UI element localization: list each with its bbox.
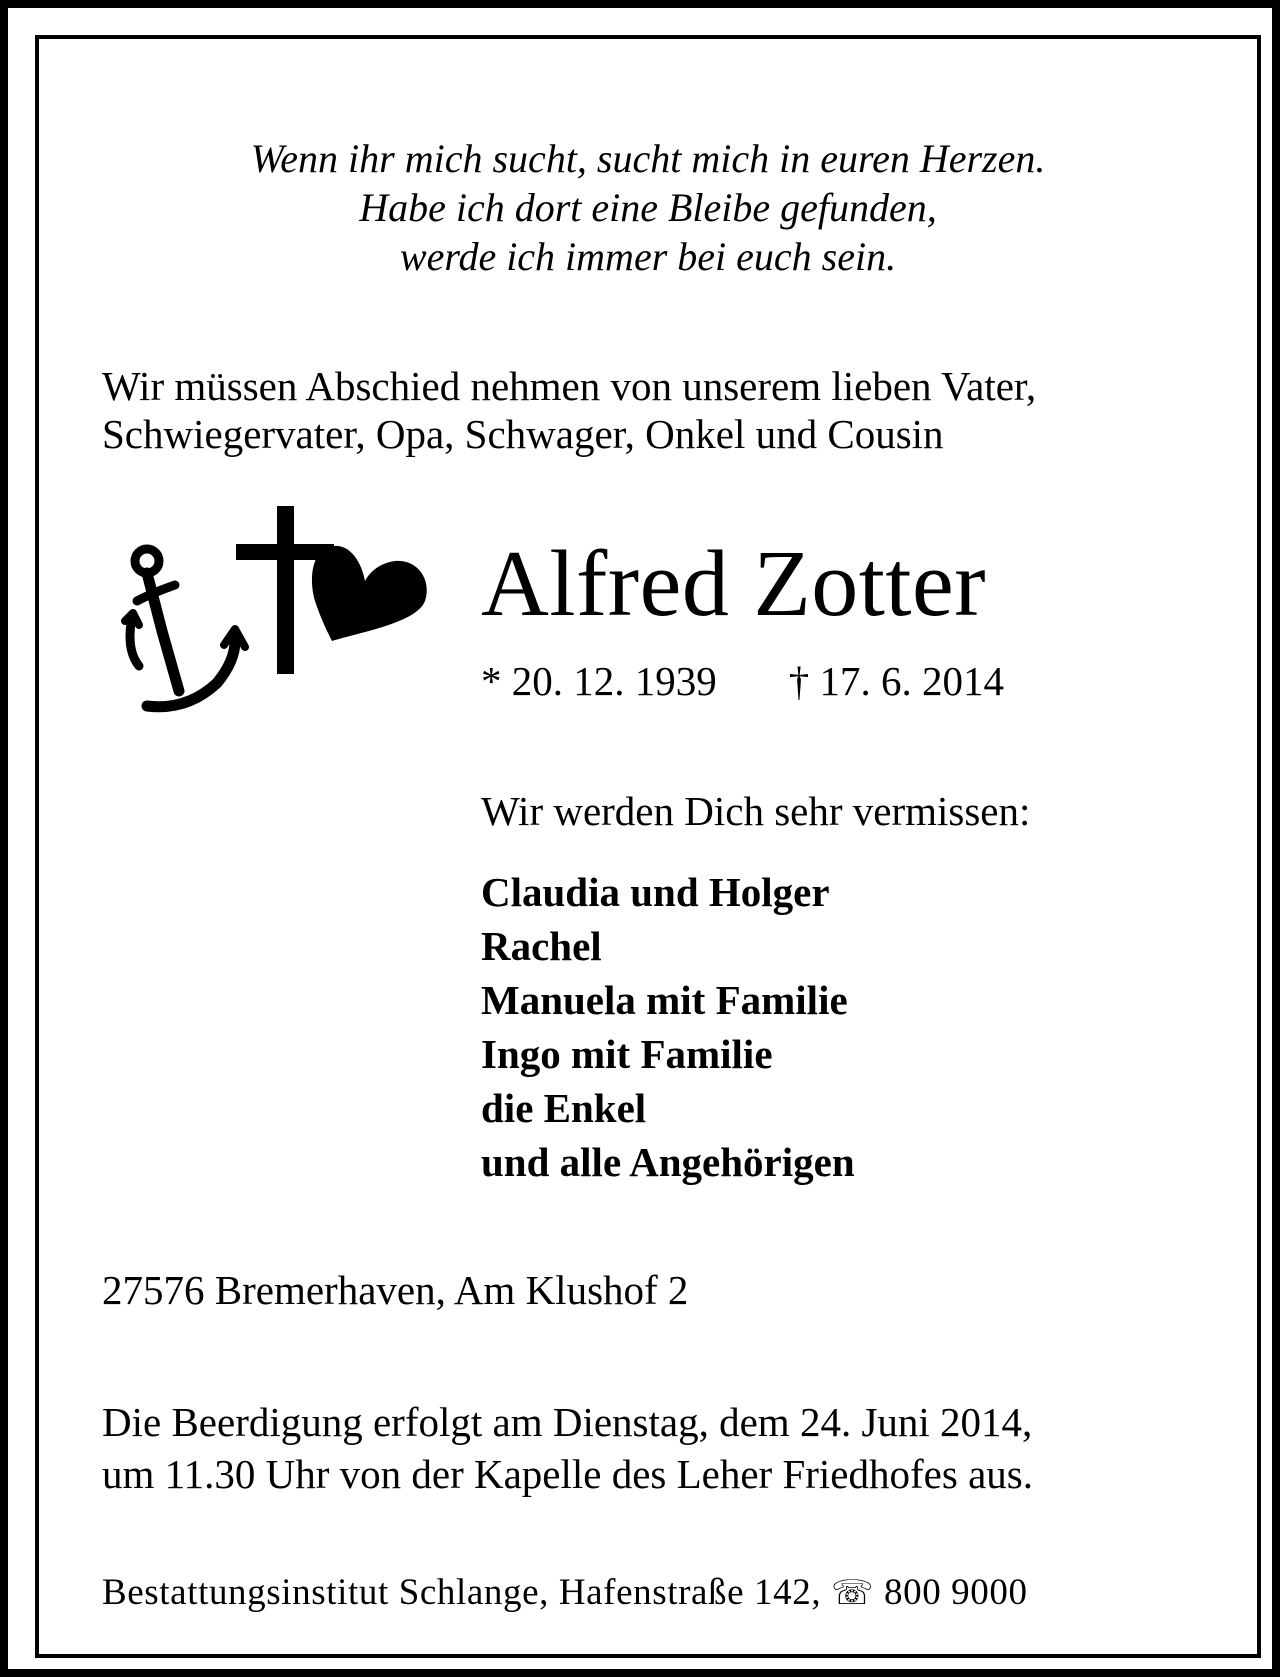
birth-date: * 20. 12. 1939 (481, 658, 717, 704)
mourner: und alle Angehörigen (481, 1139, 855, 1185)
poem (39, 134, 1257, 281)
anchor-icon (125, 549, 245, 707)
funeral-line: Die Beerdigung erfolgt am Dienstag, dem 24. Juni 2014, (102, 1399, 1033, 1445)
mourner: die Enkel (481, 1085, 647, 1131)
family-address: 27576 Bremerhaven, Am Klushof 2 (102, 1267, 689, 1313)
mourner: Ingo mit Familie (481, 1031, 773, 1077)
intro-line: Wir müssen Abschied nehmen von unserem lieben Vater, (102, 363, 1037, 409)
intro-line: Schwiegervater, Opa, Schwager, Onkel und Cousin (102, 411, 944, 457)
heart-icon (312, 546, 427, 641)
phone-icon: ☏ (831, 1575, 875, 1612)
undertaker-name-address: Bestattungsinstitut Schlange, Hafenstraße 142, (102, 1572, 822, 1613)
faith-hope-love-symbols (117, 501, 442, 726)
undertaker-info (102, 1571, 1028, 1616)
mourner: Manuela mit Familie (481, 977, 848, 1023)
life-dates (481, 657, 1004, 705)
poem-line: Habe ich dort eine Bleibe gefunden, (359, 185, 937, 230)
mourners-list (481, 865, 855, 1189)
mourner: Claudia und Holger (481, 869, 830, 915)
poem-line: Wenn ihr mich sucht, sucht mich in euren Herzen. (250, 136, 1046, 181)
intro-text (102, 362, 1036, 458)
death-date: † 17. 6. 2014 (788, 658, 1004, 704)
funeral-info (102, 1396, 1033, 1500)
notice-outer-frame (8, 8, 1272, 1669)
funeral-line: um 11.30 Uhr von der Kapelle des Leher Friedhofes aus. (102, 1451, 1033, 1497)
deceased-name: Alfred Zotter (481, 532, 987, 636)
undertaker-phone: 800 9000 (884, 1572, 1028, 1613)
poem-line: werde ich immer bei euch sein. (399, 234, 897, 279)
miss-text: Wir werden Dich sehr vermissen: (481, 788, 1031, 834)
mourner: Rachel (481, 923, 602, 969)
notice-border (35, 35, 1261, 1658)
